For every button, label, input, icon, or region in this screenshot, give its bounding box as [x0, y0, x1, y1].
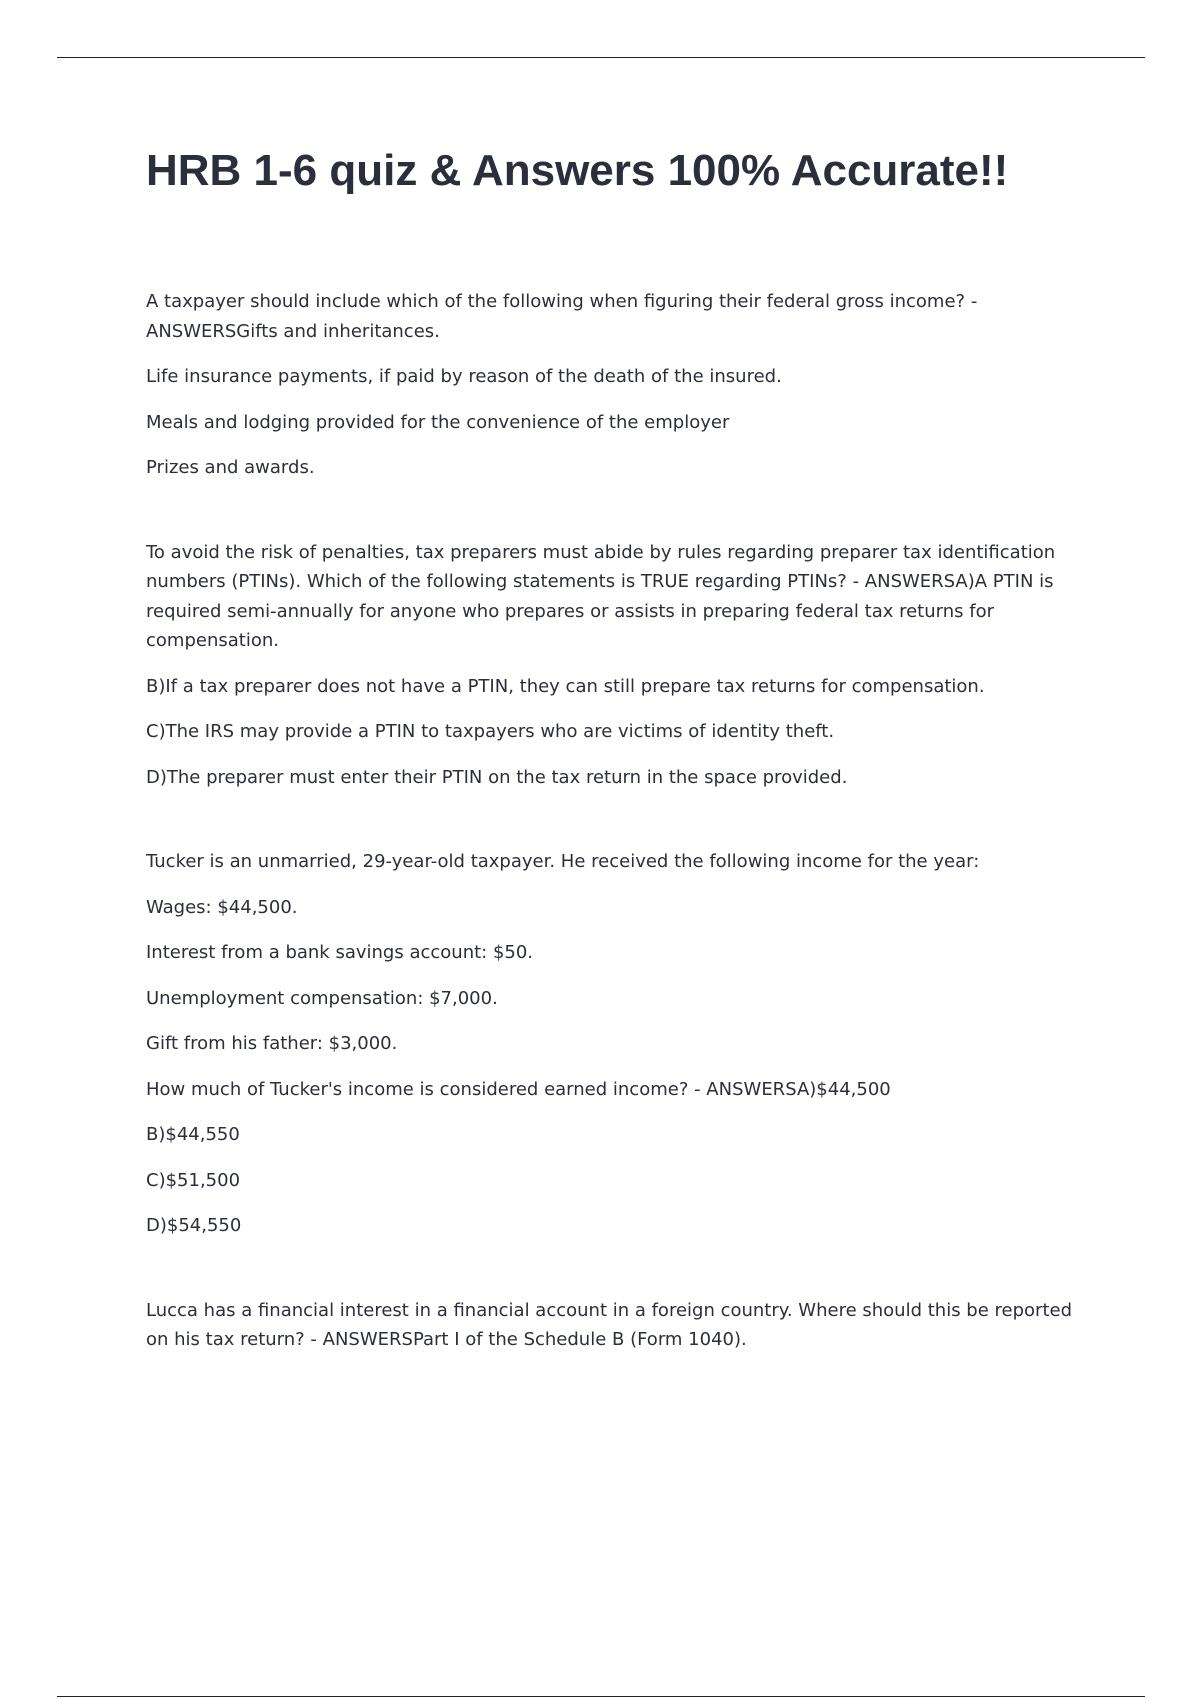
answer-line: Meals and lodging provided for the convenience of the employer	[146, 411, 730, 433]
answer-line: Prizes and awards.	[146, 457, 315, 478]
qa-block-gross-income	[146, 287, 1081, 483]
document-title: HRB 1-6 quiz & Answers 100% Accurate!!	[146, 146, 1009, 195]
document-body	[146, 142, 1081, 1410]
income-item: Unemployment compensation: $7,000.	[146, 987, 498, 1009]
answer-line: Life insurance payments, if paid by reason of the death of the insured.	[146, 366, 782, 387]
answer-option: C)$51,500	[146, 1169, 241, 1191]
answer-option: C)The IRS may provide a PTIN to taxpayers who are victims of identity theft.	[146, 721, 835, 742]
qa-block-foreign-account	[146, 1296, 1081, 1355]
income-item: Interest from a bank savings account: $50.	[146, 942, 534, 963]
income-item: Gift from his father: $3,000.	[146, 1033, 398, 1054]
top-rule	[57, 57, 1145, 58]
bottom-rule	[57, 1696, 1145, 1697]
qa-block-earned-income	[146, 847, 1081, 1241]
question-answer-text: How much of Tucker's income is considered earned income? - ANSWERSA)$44,500	[146, 1078, 891, 1100]
answer-option: B)$44,550	[146, 1124, 240, 1145]
question-text: A taxpayer should include which of the following when figuring their federal gross income? - ANSWERSGifts and inheritances.	[146, 291, 978, 342]
income-item: Wages: $44,500.	[146, 896, 298, 918]
question-text: Tucker is an unmarried, 29-year-old taxpayer. He received the following income for the year:	[146, 851, 980, 872]
answer-option: D)The preparer must enter their PTIN on the tax return in the space provided.	[146, 766, 848, 788]
qa-list	[146, 287, 1081, 1355]
answer-option: D)$54,550	[146, 1215, 242, 1236]
question-text: Lucca has a financial interest in a financial account in a foreign country. Where should this be reported on his tax return? - ANSWERSPart I of the Schedule B (Form 1040).	[146, 1299, 1072, 1350]
qa-block-ptin	[146, 538, 1081, 793]
answer-option: B)If a tax preparer does not have a PTIN, they can still prepare tax returns for compensation.	[146, 675, 985, 697]
question-text: To avoid the risk of penalties, tax preparers must abide by rules regarding preparer tax identification numbers (PTINs). Which of the following statements is TRUE regarding PTINs? - ANSWERSA)A PTIN is required semi-annually for anyone who prepares or assists in preparing federal tax returns for compensation.	[146, 541, 1056, 651]
